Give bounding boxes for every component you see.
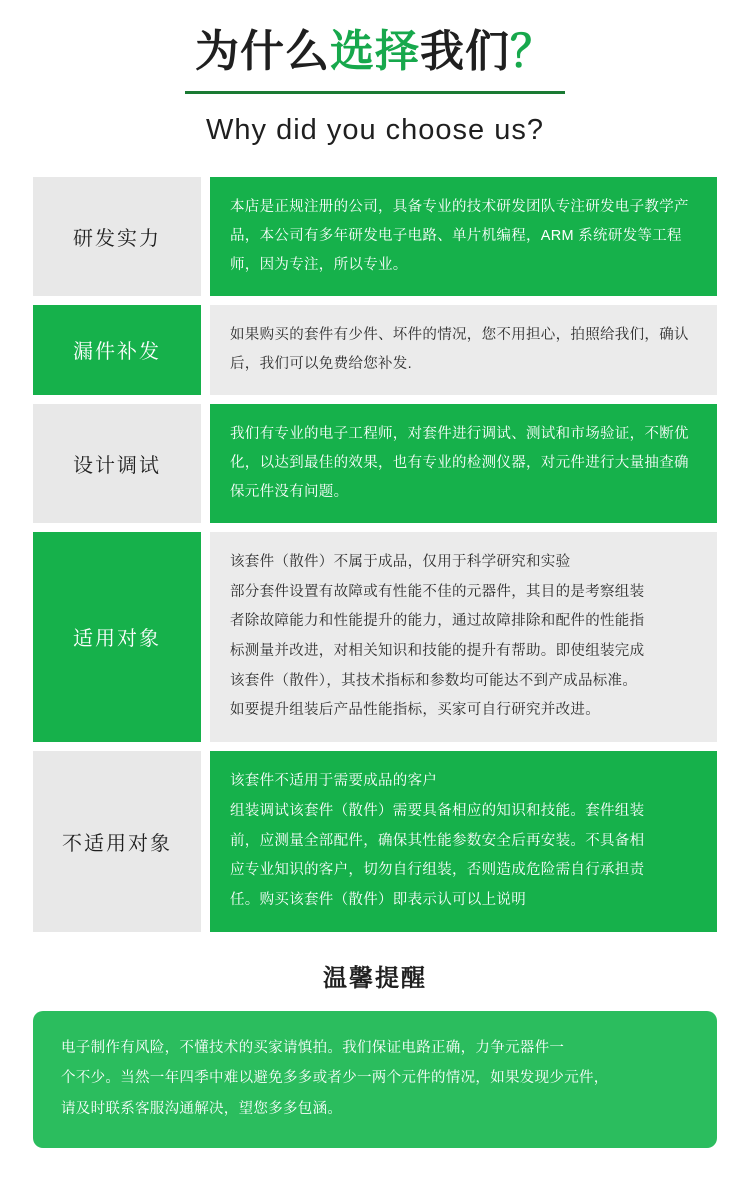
reason-text-line: 者除故障能力和性能提升的能力，通过故障排除和配件的性能指 bbox=[230, 613, 645, 630]
title-cn-segment-2: 选择 bbox=[330, 27, 420, 76]
reason-row bbox=[33, 532, 717, 742]
reason-row bbox=[33, 305, 717, 395]
reason-text-line: 该套件（散件）不属于成品，仅用于科学研究和实验 bbox=[230, 553, 571, 570]
page-header bbox=[0, 0, 750, 147]
reason-text: 我们有专业的电子工程师，对套件进行调试、测试和市场验证，不断优化，以达到最佳的效果，也有专业的检测仪器，对元件进行大量抽查确保元件没有问题。 bbox=[210, 404, 717, 523]
reason-label: 适用对象 bbox=[33, 532, 201, 742]
reason-text: 本店是正规注册的公司，具备专业的技术研发团队专注研发电子教学产品，本公司有多年研发电子电路、单片机编程，ARM 系统研发等工程师，因为专注，所以专业。 bbox=[210, 177, 717, 296]
reason-text-line: 该套件不适用于需要成品的客户 bbox=[230, 773, 438, 790]
title-cn-segment-1: 为什么 bbox=[195, 27, 330, 76]
reminder-line: 电子制作有风险，不懂技术的买家请慎拍。我们保证电路正确，力争元器件一 bbox=[61, 1039, 565, 1056]
reminder-box bbox=[33, 1011, 717, 1148]
reason-label: 不适用对象 bbox=[33, 751, 201, 932]
reason-label: 设计调试 bbox=[33, 404, 201, 523]
reason-text: 如果购买的套件有少件、坏件的情况，您不用担心，拍照给我们，确认后，我们可以免费给您补发. bbox=[210, 305, 717, 395]
title-cn-segment-3: 我们 bbox=[420, 27, 510, 76]
reason-row bbox=[33, 751, 717, 932]
reason-text bbox=[210, 751, 717, 932]
reminder-line: 请及时联系客服沟通解决，望您多多包涵。 bbox=[61, 1100, 343, 1117]
reason-label: 研发实力 bbox=[33, 177, 201, 296]
reason-text bbox=[210, 532, 717, 742]
reason-text-line: 部分套件设置有故障或有性能不佳的元器件，其目的是考察组装 bbox=[230, 583, 645, 600]
reminder-line: 个不少。当然一年四季中难以避免多多或者少一两个元件的情况，如果发现少元件， bbox=[61, 1070, 609, 1087]
title-cn-segment-4: ？ bbox=[510, 27, 555, 76]
reasons-list bbox=[33, 177, 717, 932]
reason-row bbox=[33, 404, 717, 523]
reason-text-line: 如要提升组装后产品性能指标，买家可自行研究并改进。 bbox=[230, 702, 600, 719]
reminder-title: 温馨提醒 bbox=[323, 964, 427, 992]
reason-text-line: 前，应测量全部配件，确保其性能参数安全后再安装。不具备相 bbox=[230, 832, 645, 849]
page-title-en: Why did you choose us? bbox=[206, 113, 544, 146]
reason-label: 漏件补发 bbox=[33, 305, 201, 395]
page-title-cn bbox=[185, 26, 565, 94]
reason-text-line: 该套件（散件），其技术指标和参数均可能达不到产成品标准。 bbox=[230, 672, 638, 689]
reason-text-line: 应专业知识的客户，切勿自行组装，否则造成危险需自行承担责 bbox=[230, 862, 645, 879]
reason-row bbox=[33, 177, 717, 296]
reason-text-line: 任。购买该套件（散件）即表示认可以上说明 bbox=[230, 891, 526, 908]
reason-text-line: 标测量并改进，对相关知识和技能的提升有帮助。即使组装完成 bbox=[230, 642, 645, 659]
reason-text-line: 组装调试该套件（散件）需要具备相应的知识和技能。套件组装 bbox=[230, 802, 645, 819]
